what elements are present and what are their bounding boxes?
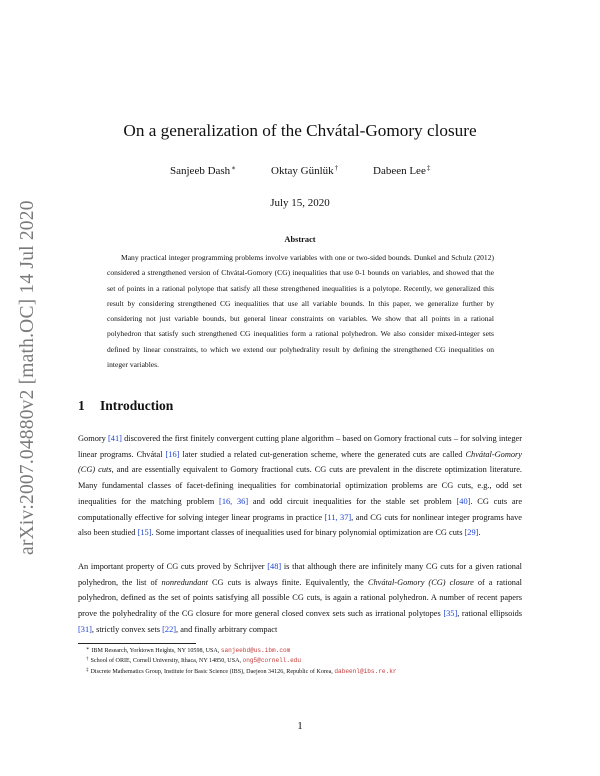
citation-link[interactable]: [22] (162, 624, 177, 634)
intro-paragraph-2 (78, 559, 522, 638)
citation-link[interactable]: [29] (464, 528, 479, 538)
text-run: of a rational polyhedron, defined as the set of points satisfying all possible CG cuts, is again a rational polyhedron. A number of recent papers prove the polyhedrality of the CG closure for more general closed convex sets such as irrational polytopes (78, 577, 522, 619)
citation-link[interactable]: [35] (443, 609, 458, 619)
abstract-heading: Abstract (284, 235, 316, 244)
abstract-text: Many practical integer programming problems involve variables with one or two-sided bounds. Dunkel and Schulz (2012) considered a strengthened version of Chvátal-Gomory (CG) inequalities that use 0-1 bounds on variables, and showed that the set of points in a rational polytope that satisfy all these strengthened inequalities is a polytope. Recently, we generalized this result by considering strengthened CG inequalities that use all variable bounds. In this paper, we generalize further by considering not just variable bounds, but general linear constraints on variables. We show that all points in a rational polyhedron that satisfy such strengthened CG inequalities form a rational polyhedron. We also consider mixed-integer sets defined by linear constraints, to which we extend our polyhedrality result by defining the strengthened CG inequalities on integer variables. (107, 253, 494, 370)
author-list (0, 164, 600, 180)
text-run: , and CG cuts for nonlinear integer programs have also been studied (78, 512, 522, 538)
footnote-divider (78, 643, 196, 644)
email-link[interactable]: dabeenl@ibs.re.kr (334, 668, 397, 675)
footnote-mark: ∗ (86, 647, 90, 652)
citation-link[interactable]: [16, 36] (219, 496, 249, 506)
publication-date: July 15, 2020 (270, 197, 330, 209)
footnote-text: IBM Research, Yorktown Heights, NY 10598, USA, (91, 648, 221, 654)
author-name: Oktay Günlük (271, 165, 334, 177)
citation-link[interactable]: [48] (267, 562, 282, 571)
email-link[interactable]: ong5@cornell.edu (242, 657, 302, 664)
author-mark: † (334, 164, 339, 172)
text-run: . Some important classes of inequalities used for binary polynomial optimization are CG cuts (151, 528, 465, 538)
text-run: , and are essentially equivalent to Gomory fractional cuts. CG cuts are prevalent in the discrete optimization literature. Many fundamental classes of facet-defining inequalities for combinatorial optimization problems are CG cuts, e.g., odd set inequalities for the matching problem (78, 465, 522, 506)
section-title: Introduction (100, 398, 174, 413)
citation-link[interactable]: [31] (78, 624, 92, 634)
author-mark: ∗ (231, 164, 236, 172)
text-run: is that although there are infinitely many CG cuts for a given rational polyhedron, the list of (78, 562, 522, 587)
footnote-mark: ‡ (86, 668, 89, 673)
author-name: Sanjeeb Dash (170, 165, 231, 177)
footnote-text: School of ORIE, Cornell University, Ithaca, NY 14850, USA, (90, 658, 243, 664)
citation-link[interactable]: [11, 37] (324, 512, 352, 522)
page-number: 1 (297, 720, 303, 732)
text-run: discovered the first finitely convergent cutting plane algorithm – based on Gomory fractional cuts – for solving integer linear programs. Chvátal (78, 434, 522, 459)
author-mark: ‡ (426, 164, 431, 172)
emphasis-term: nonredundant (161, 577, 208, 587)
footnote-text: Discrete Mathematics Group, Institute for Basic Science (IBS), Daejeon 34126, Republic of Korea, (90, 669, 335, 675)
text-run: . CG cuts are computationally effective for solving integer linear programs in practice (78, 496, 523, 522)
author-3 (373, 164, 430, 177)
text-run: , rational ellipsoids (457, 609, 522, 619)
text-run: Gomory (78, 434, 108, 443)
text-run: and odd circuit inequalities for the stable set problem (248, 496, 457, 506)
arxiv-identifier: arXiv:2007.04880v2 [math.OC] 14 Jul 2020 (17, 200, 38, 555)
emphasis-term: Chvátal-Gomory (CG) closure (367, 577, 474, 587)
citation-link[interactable]: [16] (165, 449, 180, 459)
email-link[interactable]: sanjeebd@us.ibm.com (220, 647, 291, 654)
text-run: , and finally arbitrary compact (176, 624, 278, 634)
emphasis-term: Chvátal-Gomory (CG) cuts (78, 449, 522, 475)
section-heading (78, 398, 173, 414)
text-run: An important property of CG cuts proved by Schrijver (78, 562, 268, 571)
author-1 (170, 164, 236, 177)
text-run: CG cuts is always finite. Equivalently, the (207, 577, 368, 587)
text-run: later studied a related cut-generation scheme, where the generated cuts are called (179, 449, 466, 459)
intro-paragraph-1 (78, 431, 522, 541)
footnote-mark: † (86, 657, 89, 662)
footnote-2 (86, 655, 301, 666)
citation-link[interactable]: [40] (456, 496, 471, 506)
citation-link[interactable]: [41] (108, 434, 122, 443)
citation-link[interactable]: [15] (137, 528, 152, 538)
footnote-3 (86, 666, 397, 677)
section-number: 1 (78, 398, 85, 413)
paper-title: On a generalization of the Chvátal-Gomory closure (123, 121, 477, 140)
text-run: . (478, 528, 481, 538)
author-2 (271, 164, 338, 177)
text-run: , strictly convex sets (91, 624, 163, 634)
author-name: Dabeen Lee (373, 165, 426, 177)
